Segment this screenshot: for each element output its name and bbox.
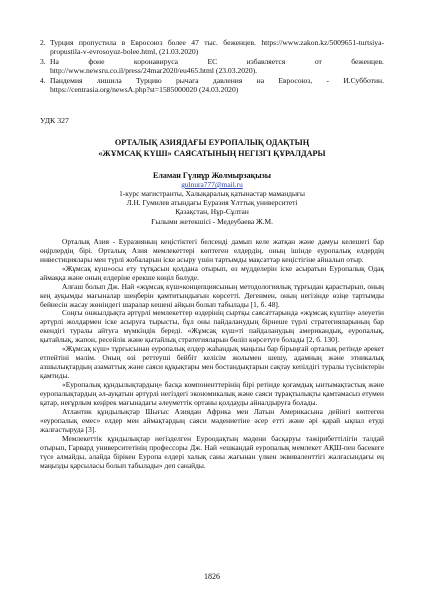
reference-text-line xyxy=(50,57,384,66)
body-paragraph: Алғаш болып Дж. Най «жұмсақ күш»концепциясының методологиялық тұрғыдан қарастырып, оның кең ауқымды мағыналар шеңберін қамтитындығын көрсетті. Дегенмен, оның негізінде өзіңе тартымды бейнесін жасау жөніндегі шаралар кешені айқын болып табылады [1, б. 48]. xyxy=(40,281,384,309)
reference-word: На xyxy=(50,56,59,66)
udc-code: УДК 327 xyxy=(40,116,69,126)
reference-url: http://www.newsru.co.il/press/24mar2020/eu465.html (23.03.2020). xyxy=(50,66,258,76)
reference-item xyxy=(40,38,384,57)
title-line: ОРТАЛЫҚ АЗИЯДАҒЫ ЕУРОПАЛЫҚ ОДАҚТЫҢ xyxy=(114,138,310,148)
reference-number: 2. xyxy=(40,38,46,47)
reference-item xyxy=(40,76,384,95)
affiliation-line: 1-курс магистранты, Халықаралық қатынастар мамандығы xyxy=(119,189,305,199)
title-line: «ЖҰМСАҚ КҮШІ» САЯСАТЫНЫҢ НЕГІЗГІ ҚҰРАЛДАРЫ xyxy=(98,148,326,158)
body-paragraph: Атлантик құндылықтар Шығыс Азиядан Африка мен Латын Америкасына дейінгі көптеген «еуропалық емес» елдер мен аймақтардың саяси мәдениетіне әсер етті және әрі қарай ықпал етуді жалғастыруда [3]. xyxy=(40,406,384,434)
article-body xyxy=(40,238,384,471)
reference-word: от xyxy=(314,56,322,66)
affiliation-line: Қазақстан, Нұр-Сұлтан xyxy=(175,207,249,217)
body-paragraph: Орталық Азия - Еуразияның кеңістіктегі белсенді дамып келе жатқан және дамуы келешегі бар өңірлердің бірі. Орталық Азия мемлекеттері көптеген елдердің, оның ішінде еуропалық елдердің инвестициялары мен түрлі жобаларын іске асыру үшін тартымды мақсаттар кеңістігіне айналып отыр. xyxy=(40,236,384,264)
body-paragraph: Соңғы онжылдықта әртүрлі мемлекеттер өздерінің сыртқы саясаттарында «жұмсақ күштің» әлеуетін әртүрлі жолдармен іске асыруға тырысты, бұл оны пайдаланудың бірнеше түрлі стратегияларының бар екендігі туралы айтуға мүмкіндік береді. «Жұмсақ күш»ті пайдаланудың американдық, еуропалық, қытайлық, жапон, ресейлік және қытайлық стратегияларын бөліп көрсетуге болады [2, б. 130]. xyxy=(40,308,384,345)
reference-number: 3. xyxy=(40,56,46,66)
reference-word: коронавируса xyxy=(133,56,179,66)
author-name: Еламан Гүлнұр Жолмырзақызы xyxy=(153,170,271,180)
reference-number: 4. xyxy=(40,75,46,85)
page-number: 1826 xyxy=(204,572,220,581)
reference-list xyxy=(40,38,384,94)
body-paragraph: «Еуропалық құндылықтардың» басқа компоненттерінің бірі ретінде қоғамдық ынтымақтастық және еуропалықтардың әл-ауқатын әртүрлі негіздегі экономикалық және саяси тұрақтылықты қамтамасыз етумен қатар, неғұрлым кеңірек мағынадағы әлеуметтік ортаны қолдауды айналдыруға болады. xyxy=(40,380,384,408)
article-title xyxy=(40,138,384,158)
affiliation-line: Ғылыми жетекшісі - Медеубаева Ж.М. xyxy=(151,216,273,226)
body-paragraph: Мемлекеттік құндылықтар негізделген Еуроодақтың мәдени басқаруы тәжірибеттілігін талдай отырып, Гарвард университетінің профессоры Дж. Най «ешкандай еуропалық мемлекет АҚШ-пен бәсекеге түсе алмайды, алайда бірікен Еуропа елдері халық саны жағынан үлкен эквиваленттігі жалғасындағы ең маңызды қарсыласы болып табылады» деп санайды. xyxy=(40,433,384,470)
reference-text: Пандемия лишила Турцию рычага давления на Евросоюз, - И.Субботин. https://centrasia.org/newsA.php?st=1585000020 (24.03.2020) xyxy=(50,75,384,95)
reference-word: избавляется xyxy=(246,56,286,66)
reference-word: беженцев. xyxy=(351,56,384,66)
author-meta xyxy=(40,180,384,226)
affiliation-line: Л.Н. Гумилев атындағы Еуразия Ұлттық университеті xyxy=(126,198,298,208)
body-paragraph: «Жұмсақ күш» тұрғысынан еуропалық елдер жаһандық маңызы бар бірыңғай орталық ретінде әрекет етпейтіні мәлім. Оның өзі реттеуші бейбіт келісім жолымен шешу, адамның және этникалық азшылықтардың азаматтық және саяси құқықтары мен бостандықтарын сақтау кепілдігі туралы түсініктерін қамтиды. xyxy=(40,344,384,381)
reference-word: фоне xyxy=(88,56,105,66)
reference-word: ЕС xyxy=(207,56,218,66)
body-paragraph: «Жұмсақ күш»осы ету тұтқасын қолдана отырып, өз мүдделерін іске асыратын Еуропалық Одақ аймаққа және оның елдеріне ерекше көңіл бөлуде. xyxy=(40,263,384,282)
reference-item xyxy=(40,57,384,76)
email-link[interactable]: gulnura777@mail.ru xyxy=(181,179,243,189)
reference-text: Турция пропустила в Евросоюз более 47 тыс. беженцев. https://www.zakon.kz/5009651-turtsiya-propustila-v-evrosoyuz-bolee.html, (21.03.2020) xyxy=(50,38,384,57)
